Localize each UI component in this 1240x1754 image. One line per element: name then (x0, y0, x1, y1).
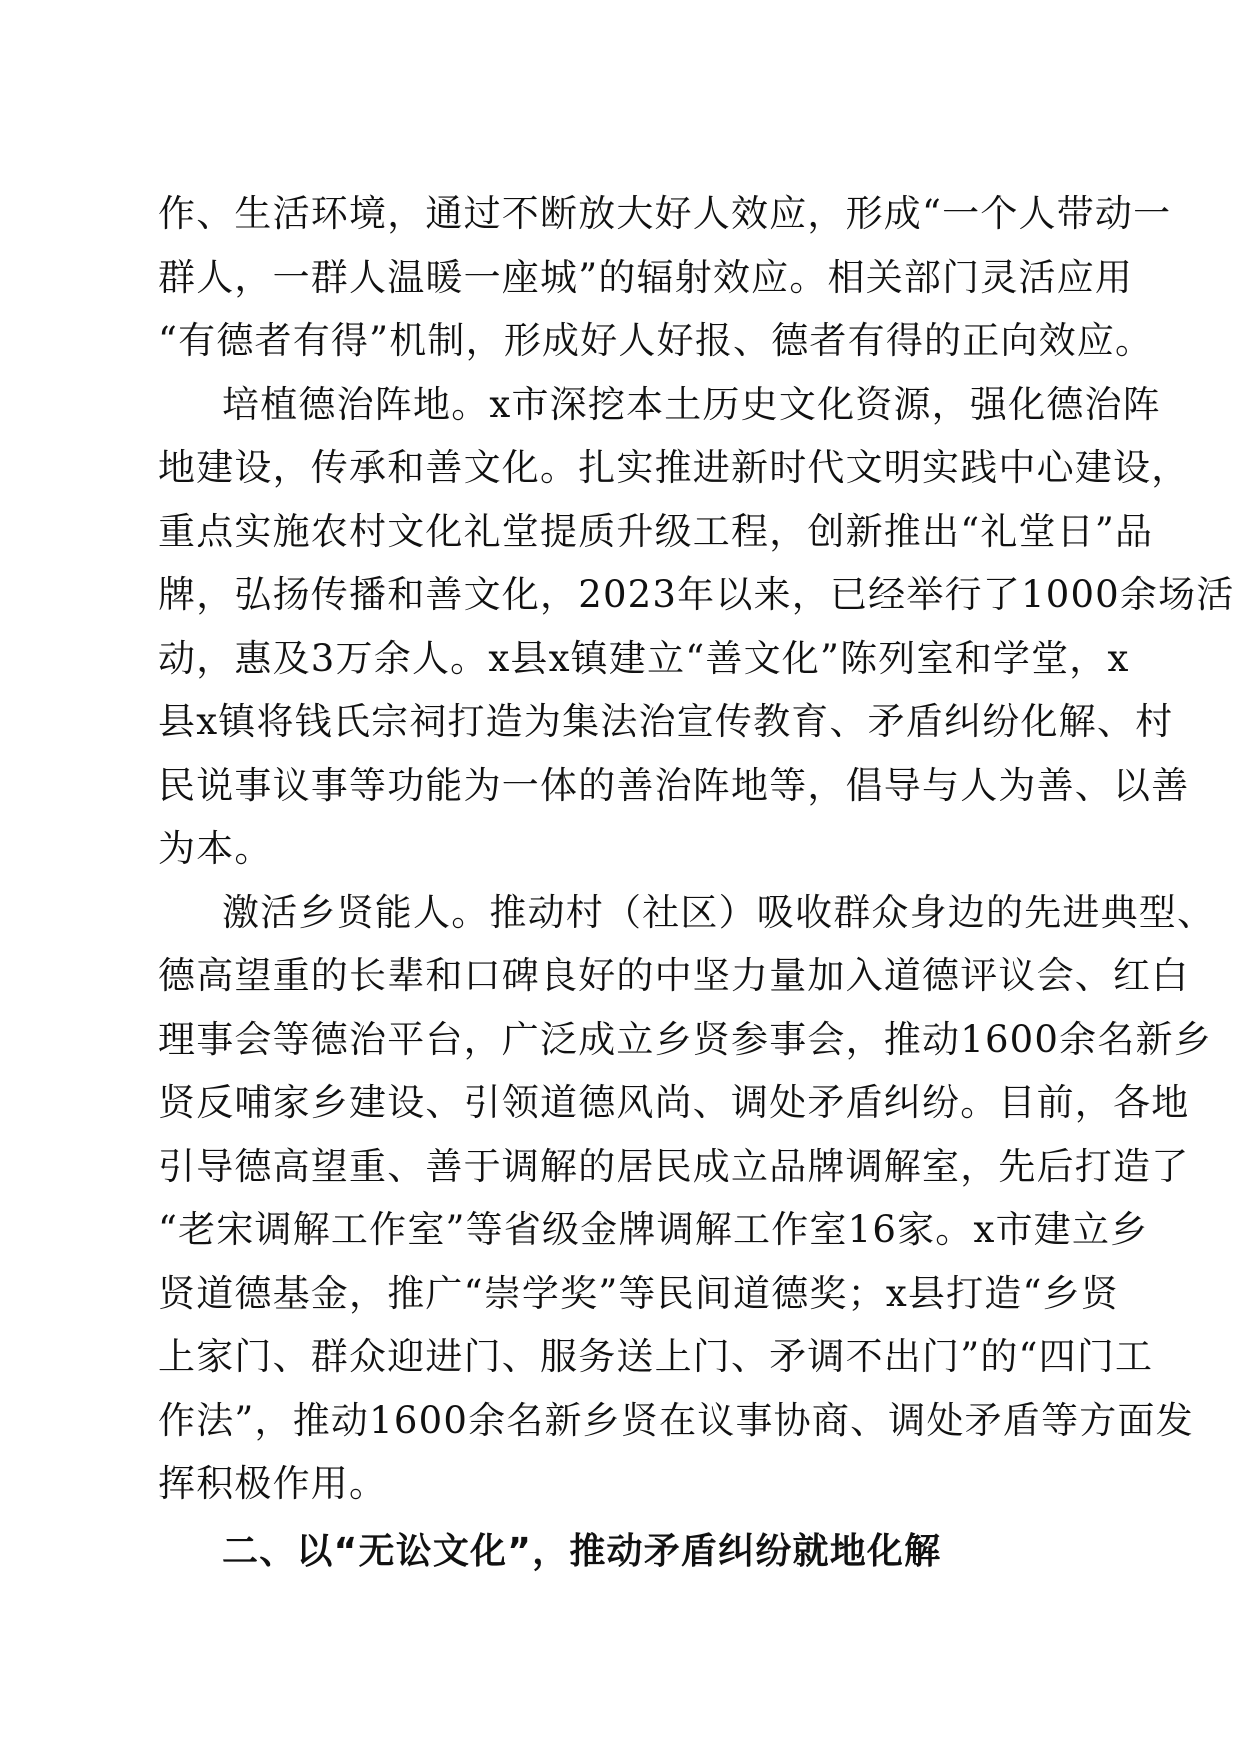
text-line: 民说事议事等功能为一体的善治阵地等，倡导与人为善、以善 (158, 763, 1190, 807)
text-line: 上家门、群众迎进门、服务送上门、矛调不出门”的“四门工 (158, 1335, 1154, 1378)
carryover-paragraph (158, 182, 1172, 373)
text-line: 贤反哺家乡建设、引领道德风尚、调处矛盾纠纷。目前，各地 (158, 1081, 1190, 1124)
text-line: 群人，一群人温暖一座城”的辐射效应。相关部门灵活应用 (158, 255, 1134, 299)
paragraph-moral-governance-base (158, 373, 1235, 881)
text-line: 作、生活环境，通过不断放大好人效应，形成“一个人带动一 (158, 192, 1172, 235)
text-line: 动，惠及3万余人。x县x镇建立“善文化”陈列室和学堂，x (158, 636, 1130, 680)
text-line: 激活乡贤能人。推动村（社区）吸收群众身边的先进典型、 (222, 890, 1216, 934)
document-body (158, 182, 1235, 1613)
text-line: 为本。 (158, 827, 273, 870)
text-line: 挥积极作用。 (158, 1462, 388, 1505)
text-line: 牌，弘扬传播和善文化，2023年以来，已经举行了1000余场活 (158, 573, 1235, 616)
paragraph-village-sages (158, 881, 1216, 1516)
text-line: 重点实施农村文化礼堂提质升级工程，创新推出“礼堂日”品 (158, 509, 1154, 553)
text-line: 引导德高望重、善于调解的居民成立品牌调解室，先后打造了 (158, 1144, 1190, 1188)
text-line: 德高望重的长辈和口碑良好的中坚力量加入道德评议会、红白 (158, 954, 1190, 997)
section-heading: 二、以“无讼文化”，推动矛盾纠纷就地化解 (222, 1530, 942, 1572)
text-line: 理事会等德治平台，广泛成立乡贤参事会，推动1600余名新乡 (158, 1017, 1212, 1061)
text-line: 培植德治阵地。x市深挖本土历史文化资源，强化德治阵 (222, 382, 1161, 426)
text-line: 作法”，推动1600余名新乡贤在议事协商、调处矛盾等方面发 (158, 1398, 1194, 1442)
text-line: 贤道德基金，推广“崇学奖”等民间道德奖；x县打造“乡贤 (158, 1271, 1120, 1315)
text-line: “老宋调解工作室”等省级金牌调解工作室16家。x市建立乡 (158, 1208, 1149, 1251)
text-line: “有德者有得”机制，形成好人好报、德者有得的正向效应。 (158, 319, 1154, 362)
text-line: 地建设，传承和善文化。扎实推进新时代文明实践中心建设， (158, 446, 1190, 489)
text-line: 县x镇将钱氏宗祠打造为集法治宣传教育、矛盾纠纷化解、村 (158, 700, 1174, 743)
